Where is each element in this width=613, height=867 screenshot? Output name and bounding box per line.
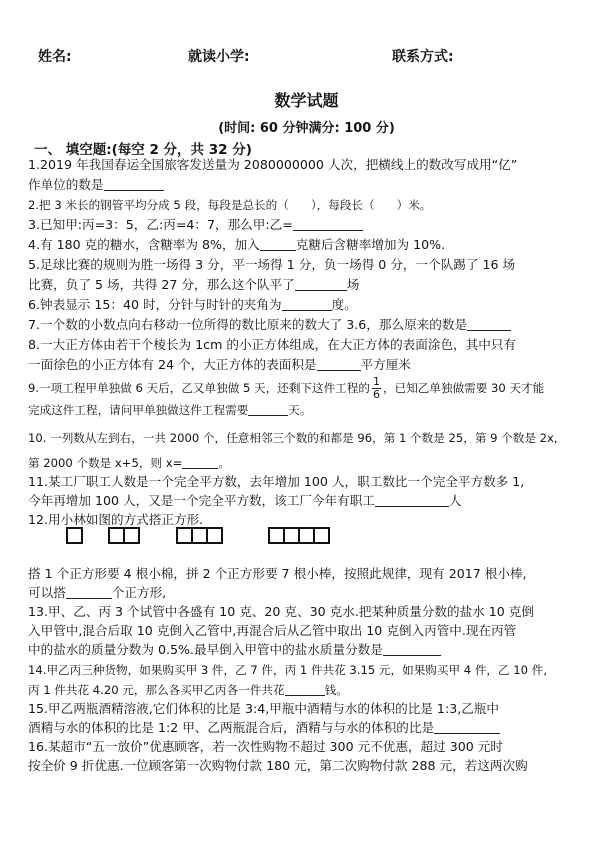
- answer-blank[interactable]: [317, 356, 361, 371]
- question-6: 6.钟表显示 15：40 时，分针与时针的夹角为 度。: [28, 297, 357, 312]
- square-figure-3: [176, 527, 223, 544]
- answer-blank[interactable]: [104, 176, 164, 191]
- question-5-line-2: 比赛，负了 5 场，共得 27 分，那么这个队平了 场: [28, 277, 360, 292]
- school-label: 就读小学:: [188, 49, 250, 65]
- question-9-line-1: 9.一项工程甲单独做 6 天后，乙又单独做 5 天，还剩下这件工程的 $\frac{1}{6}$ ，已知乙单独做需要 30 天才能: [28, 375, 545, 401]
- answer-blank[interactable]: [375, 492, 449, 507]
- question-9-line-2: 完成这件工程，请问甲单独做这件工程需要 天。: [28, 403, 312, 417]
- question-1-line-2: 作单位的数是: [28, 175, 602, 195]
- square-figure-4: [268, 527, 330, 544]
- fraction-one-sixth: $\frac{1}{6}$: [373, 375, 380, 401]
- question-15-line-2: 酒精与水的体积的比是 1:2 甲、乙两瓶混合后，酒精与与水的体积的比是: [28, 718, 602, 738]
- answer-blank[interactable]: [282, 296, 332, 311]
- question-13-line-3: 中的盐水的质量分数为 0.5%.最早倒入甲管中的盐水质量分数是: [28, 640, 602, 660]
- exam-title: 数学试题: [274, 91, 339, 110]
- question-1-line-1: 1.2019 年我国春运全国旅客发送量为 2080000000 人次，把横线上的数改写成用“亿”: [28, 157, 518, 172]
- question-16-line-1: 16.某超市“五一放价”优惠顾客，若一次性购物不超过 300 元不优惠，超过 300 元时: [28, 739, 503, 754]
- answer-blank[interactable]: [467, 316, 511, 331]
- question-14-line-1: 14.甲乙丙三种货物，如果购买甲 3 件，乙 7 件，丙 1 件共花 3.15 元，如果购买甲 4 件，乙 10 件,: [28, 663, 548, 677]
- question-10-line-2: 第 2000 个数是 x+5，则 x= 。: [28, 456, 230, 470]
- square-figure-2: [108, 527, 140, 544]
- question-8-line-2: 一面徐色的小正方体有 24 个，大正方体的表面积是 平方厘米: [28, 357, 411, 372]
- name-label: 姓名:: [38, 49, 72, 65]
- contact-label: 联系方式:: [392, 49, 454, 65]
- question-12-line-3: 可以搭 个正方形,: [28, 585, 167, 600]
- question-13-line-1: 13.甲、乙、丙 3 个试管中各盛有 10 克、20 克、30 克水.把某种质量分数的盐水 10 克倒: [28, 604, 534, 619]
- question-14-line-2: 丙 1 件共花 4.20 元，那么各买甲乙丙各一件共花 钱。: [28, 683, 348, 697]
- answer-blank[interactable]: [182, 454, 218, 469]
- section-title: 一、 填空题:(每空 2 分，共 32 分): [34, 142, 252, 158]
- question-4: 4.有 180 克的糖水，含糖率为 8%，加入 克糖后含糖率增加为 10%.: [28, 237, 446, 252]
- answer-blank[interactable]: [295, 276, 347, 291]
- square-figure-1: [66, 527, 83, 544]
- answer-blank[interactable]: [383, 641, 441, 656]
- question-7: 7.一个数的小数点向右移动一位所得的数比原来的数大了 3.6，那么原来的数是: [28, 315, 602, 335]
- question-15-line-1: 15.甲乙两瓶酒精溶液,它们体积的比是 3:4,甲瓶中酒精与水的体积的比是 1:3,乙瓶中: [28, 701, 499, 716]
- question-10-line-1: 10. 一列数从左到右，一共 2000 个，任意相邻三个数的和都是 96，第 1 个数是 25，第 9 个数是 2x,: [28, 431, 558, 445]
- answer-blank[interactable]: [260, 236, 296, 251]
- question-11-line-2: 今年再增加 100 人，又是一个完全平方数，该工厂今年有职工 人: [28, 493, 462, 508]
- answer-blank[interactable]: [248, 401, 288, 416]
- answer-blank[interactable]: [434, 719, 500, 734]
- question-3: 3.已知甲:丙=3：5，乙:丙=4：7，那么甲:乙=: [28, 215, 602, 235]
- question-2: 2.把 3 米长的钢管平均分成 5 段，每段是总长的（ ），每段长（ ）米。: [28, 198, 432, 212]
- answer-blank[interactable]: [66, 584, 112, 599]
- question-13-line-2: 入甲管中,混合后取 10 克倒入乙管中,再混合后从乙管中取出 10 克倒入丙管中.现在丙管: [28, 623, 517, 638]
- answer-blank[interactable]: [293, 216, 363, 231]
- question-11-line-1: 11.某工厂职工人数是一个完全平方数，去年增加 100 人，职工数比一个完全平方数多 1,: [28, 474, 525, 489]
- question-16-line-2: 按全价 9 折优惠.一位顾客第一次购物付款 180 元，第二次购物付款 288 元，若这两次购: [28, 758, 528, 773]
- question-12-line-2: 搭 1 个正方形要 4 根小棉，拼 2 个正方形要 7 根小棒，按照此规律，现有 2017 根小棒,: [28, 566, 527, 581]
- exam-subtitle: (时间: 60 分钟满分: 100 分): [218, 121, 395, 136]
- question-8-line-1: 8.一大正方体由若干个棱长为 1cm 的小正方体组成，在大正方体的表面涂色，其中只有: [28, 337, 517, 352]
- question-12-line-1: 12.用小林如图的方式搭正方形.: [28, 512, 204, 527]
- answer-blank[interactable]: [285, 681, 325, 696]
- question-5-line-1: 5.足球比赛的规则为胜一场得 3 分，平一场得 1 分，负一场得 0 分，一个队踢了 16 场: [28, 257, 516, 272]
